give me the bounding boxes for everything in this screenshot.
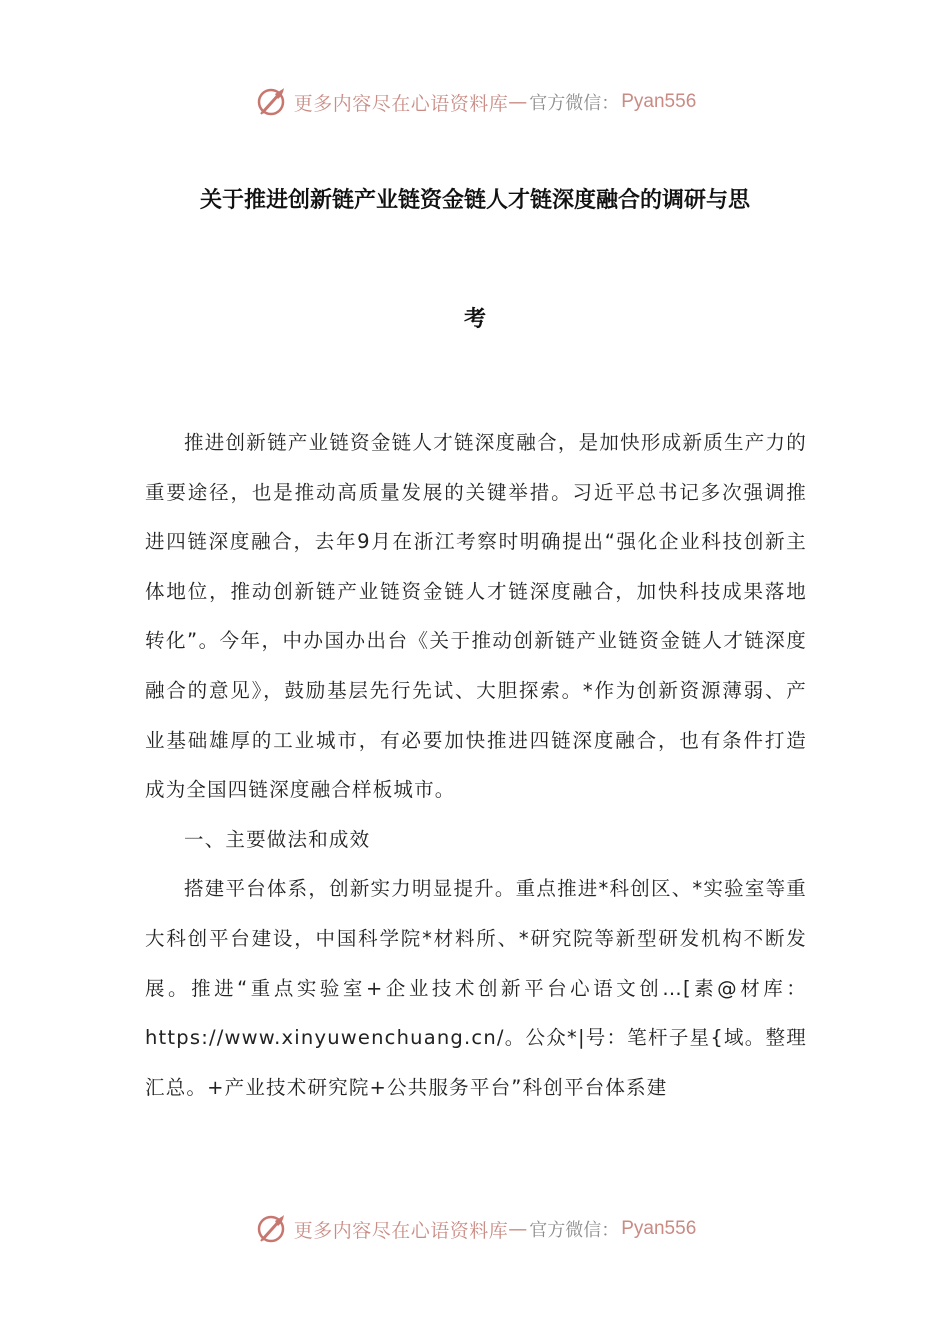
quill-pen-logo-icon [254, 1212, 288, 1246]
paragraph-intro: 推进创新链产业链资金链人才链深度融合，是加快形成新质生产力的重要途径，也是推动高质量发展的关键举措。习近平总书记多次强调推进四链深度融合，去年9月在浙江考察时明确提出“强化企业科技创新主体地位，推动创新链产业链资金链人才链深度融合，加快科技成果落地转化”。今年，中办国办出台《关于推动创新链产业链资金链人才链深度融合的意见》，鼓励基层先行先试、大胆探索。*作为创新资源薄弱、产业基础雄厚的工业城市，有必要加快推进四链深度融合，也有条件打造成为全国四链深度融合样板城市。 [145, 431, 807, 802]
section-heading: 一、主要做法和成效 [184, 827, 371, 851]
document-body [145, 418, 807, 1112]
brand-name: 更多内容尽在心语资料库 [293, 1219, 509, 1242]
footer-watermark-banner [0, 1209, 950, 1249]
brand-name: 更多内容尽在心语资料库 [293, 92, 509, 115]
quill-pen-logo-icon [254, 85, 288, 119]
wechat-id: Pyan556 [621, 1218, 697, 1239]
banner-separator: — [508, 1218, 528, 1240]
document-title-line-2: 考 [463, 307, 486, 332]
document-title-line-1: 关于推进创新链产业链资金链人才链深度融合的调研与思 [199, 188, 750, 213]
wechat-id: Pyan556 [621, 91, 697, 112]
header-watermark-banner [0, 82, 950, 122]
wechat-label: 官方微信： [529, 1220, 620, 1241]
wechat-label: 官方微信： [529, 93, 620, 114]
paragraph-platform: 搭建平台体系，创新实力明显提升。重点推进*科创区、*实验室等重大科创平台建设，中国科学院*材料所、*研究院等新型研发机构不断发展。推进“重点实验室+企业技术创新平台心语文创…[素@材库：https://www.xinyuwenchuang.cn/。公众*|号：笔杆子星{域。整理汇总。+产业技术研究院+公共服务平台”科创平台体系建 [145, 877, 807, 1099]
banner-separator: — [508, 91, 528, 113]
